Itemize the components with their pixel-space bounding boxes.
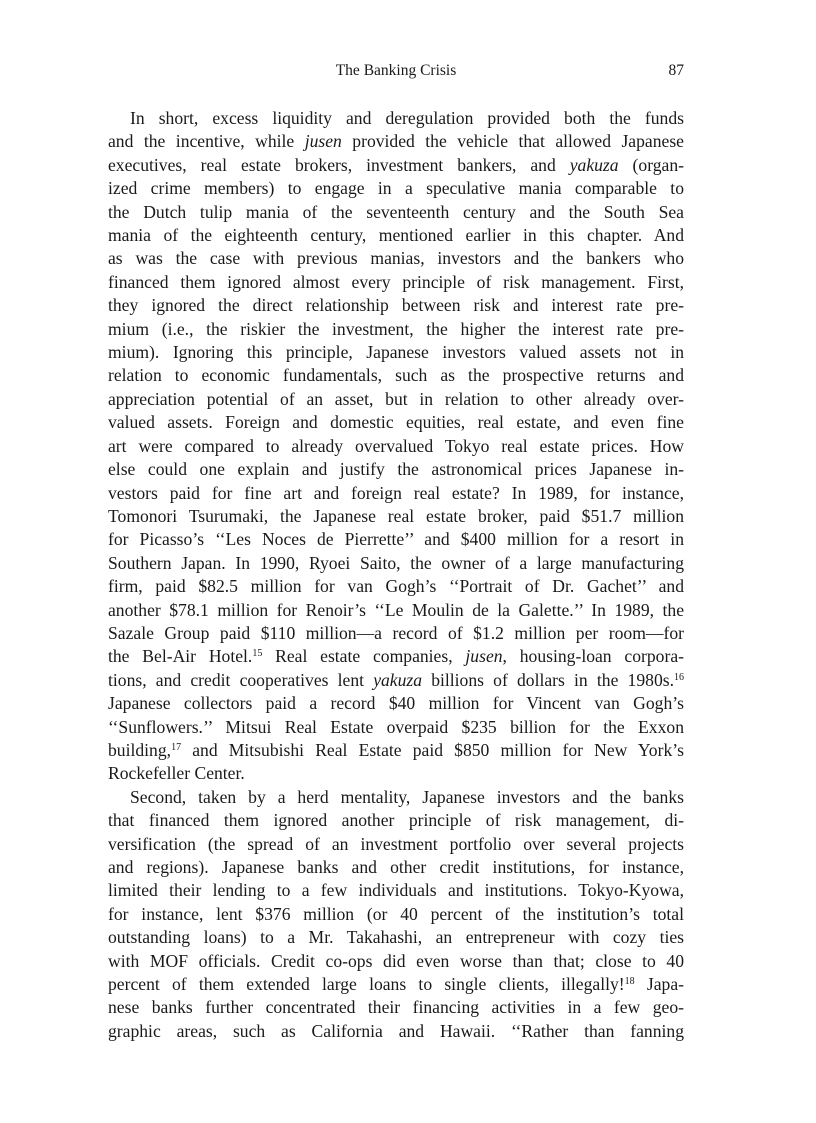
- page-header: [108, 62, 684, 86]
- text-line: tions, and credit cooperatives lent yakuza billions of dollars in the 1980s.$^{16}$: [108, 669, 684, 690]
- text-line: they ignored the direct relationship between risk and interest rate pre-: [108, 295, 684, 316]
- text-line: outstanding loans) to a Mr. Takahashi, an entrepreneur with cozy ties: [108, 927, 684, 948]
- text-line: limited their lending to a few individuals and institutions. Tokyo-Kyowa,: [108, 880, 684, 901]
- text-line: another $78.1 million for Renoir’s ‘‘Le Moulin de la Galette.’’ In 1989, the: [108, 599, 684, 620]
- text-line: Second, taken by a herd mentality, Japanese investors and the banks: [130, 786, 684, 807]
- text-line: and the incentive, while jusen provided the vehicle that allowed Japanese: [108, 131, 684, 152]
- text-line: that financed them ignored another principle of risk management, di-: [108, 810, 684, 831]
- text-line: Rockefeller Center.: [108, 763, 245, 784]
- text-line: Japanese collectors paid a record $40 million for Vincent van Gogh’s: [108, 693, 684, 714]
- text-line: percent of them extended large loans to single clients, illegally!$^{18}$ Japa-: [108, 974, 685, 995]
- text-line: art were compared to already overvalued Tokyo real estate prices. How: [108, 435, 684, 456]
- text-line: with MOF officials. Credit co-ops did even worse than that; close to 40: [108, 950, 684, 971]
- text-line: ‘‘Sunflowers.’’ Mitsui Real Estate overpaid $235 billion for the Exxon: [108, 716, 684, 737]
- footnote-ref: 16: [673, 671, 684, 683]
- italic-term: jusen: [465, 646, 503, 667]
- text-line: the Bel-Air Hotel.$^{15}$ Real estate companies, jusen, housing-loan corpora-: [108, 646, 684, 667]
- text-line: nese banks further concentrated their financing activities in a few geo-: [108, 997, 684, 1018]
- italic-term: yakuza: [373, 669, 423, 690]
- text-line: Sazale Group paid $110 million—a record of $1.2 million per room—for: [108, 622, 684, 643]
- text-line: financed them ignored almost every principle of risk management. First,: [108, 271, 684, 292]
- footnote-ref: 15: [252, 648, 263, 660]
- text-line: executives, real estate brokers, investment bankers, and yakuza (organ-: [108, 154, 685, 175]
- italic-term: yakuza: [569, 154, 619, 175]
- text-line: In short, excess liquidity and deregulation provided both the funds: [130, 108, 684, 128]
- text-line: as was the case with previous manias, investors and the bankers who: [108, 248, 684, 269]
- text-line: valued assets. Foreign and domestic equities, real estate, and even fine: [108, 412, 684, 433]
- text-line: Tomonori Tsurumaki, the Japanese real estate broker, paid $51.7 million: [108, 505, 684, 526]
- text-line: vestors paid for fine art and foreign real estate? In 1989, for instance,: [108, 482, 684, 503]
- text-line: the Dutch tulip mania of the seventeenth century and the South Sea: [108, 201, 684, 222]
- text-line: appreciation potential of an asset, but in relation to other already over-: [108, 388, 684, 409]
- body-text: [108, 107, 684, 1043]
- text-line: and regions). Japanese banks and other credit institutions, for instance,: [108, 857, 684, 877]
- text-line: relation to economic fundamentals, such as the prospective returns and: [108, 365, 684, 386]
- italic-term: jusen: [304, 131, 342, 152]
- footnote-ref: 18: [624, 976, 635, 988]
- text-line: for instance, lent $376 million (or 40 percent of the institution’s total: [108, 903, 684, 924]
- text-line: mium (i.e., the riskier the investment, the higher the interest rate pre-: [108, 318, 684, 339]
- paragraph: [108, 786, 684, 1043]
- text-line: graphic areas, such as California and Hawaii. ‘‘Rather than fanning: [108, 1020, 684, 1041]
- text-line: mium). Ignoring this principle, Japanese investors valued assets not in: [108, 342, 684, 363]
- page-number: 87: [668, 62, 684, 79]
- text-line: for Picasso’s ‘‘Les Noces de Pierrette’’ and $400 million for a resort in: [108, 529, 684, 550]
- text-line: mania of the eighteenth century, mentioned earlier in this chapter. And: [108, 225, 684, 246]
- text-line: versification (the spread of an investment portfolio over several projects: [108, 833, 684, 854]
- text-line: Southern Japan. In 1990, Ryoei Saito, the owner of a large manufacturing: [108, 552, 684, 573]
- text-line: firm, paid $82.5 million for van Gogh’s ‘‘Portrait of Dr. Gachet’’ and: [108, 576, 684, 597]
- running-title: The Banking Crisis: [335, 62, 457, 79]
- text-line: else could one explain and justify the astronomical prices Japanese in-: [108, 459, 684, 480]
- text-line: building,$^{17}$ and Mitsubishi Real Estate paid $850 million for New York’s: [108, 739, 684, 760]
- paragraph: [108, 107, 684, 786]
- text-line: ized crime members) to engage in a speculative mania comparable to: [108, 178, 684, 199]
- footnote-ref: 17: [171, 741, 182, 753]
